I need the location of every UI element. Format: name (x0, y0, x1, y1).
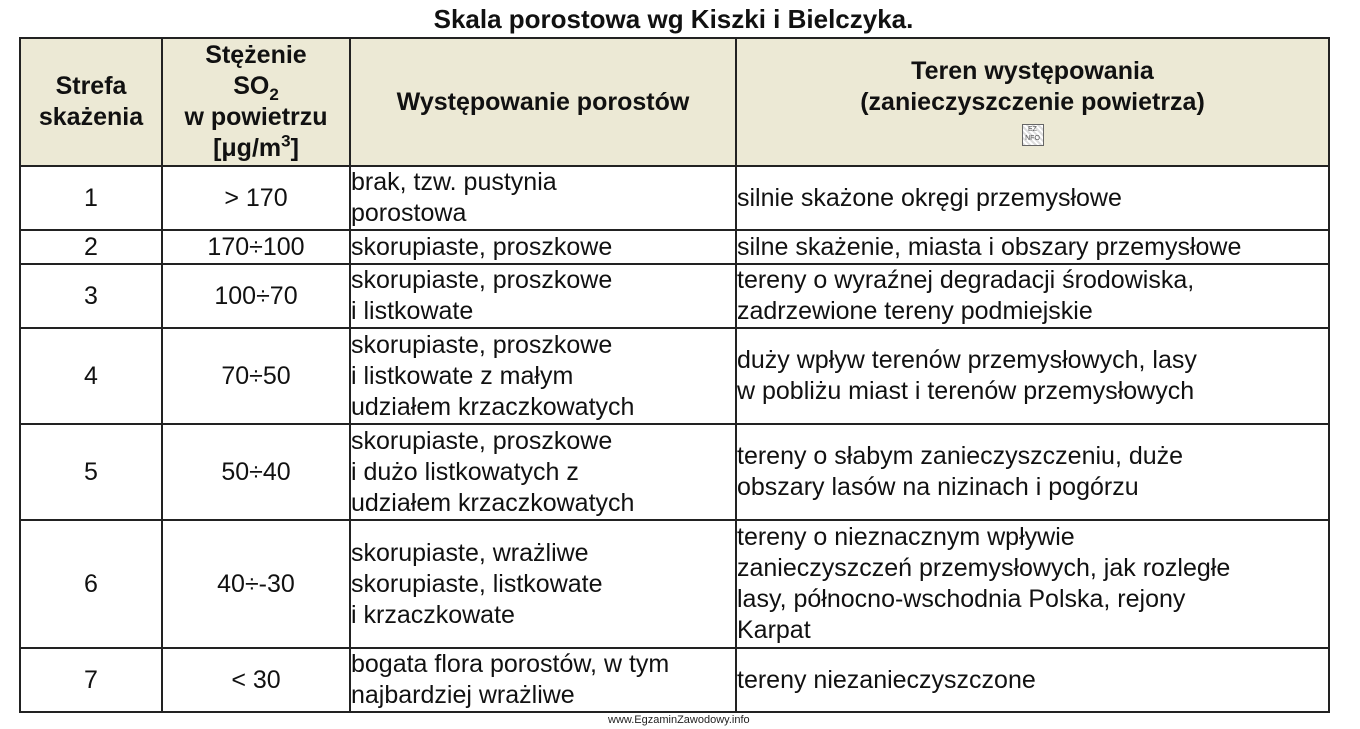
table-row (20, 230, 1329, 264)
unit-text: [μg/m (213, 134, 282, 162)
header-zone-line: Strefa (55, 72, 127, 100)
so2-formula: SO (233, 72, 270, 100)
lichens-cell (350, 230, 736, 264)
terrain-line: tereny o nieznacznym wpływie (737, 523, 1075, 551)
header-zone-line: skażenia (38, 103, 144, 131)
terrain-line: zadrzewione tereny podmiejskie (737, 297, 1093, 325)
zone-cell: 5 (20, 424, 162, 520)
lichens-line: udziałem krzaczkowatych (351, 488, 635, 517)
terrain-cell (736, 264, 1329, 328)
terrain-cell (736, 230, 1329, 264)
lichens-line: i listkowate (351, 297, 474, 325)
unit-bracket: ] (290, 134, 299, 162)
zone-cell: 7 (20, 648, 162, 712)
terrain-line: obszary lasów na nizinach i pogórzu (737, 473, 1139, 501)
lichens-line: najbardziej wrażliwe (351, 681, 575, 709)
so2-cell: < 30 (162, 648, 350, 712)
lichens-line: i dużo listkowatych z (351, 457, 579, 486)
header-so2-line: Stężenie (205, 41, 307, 69)
so2-subscript: 2 (269, 85, 279, 104)
so2-cell: 40÷-30 (162, 520, 350, 648)
terrain-line: Karpat (737, 616, 811, 644)
terrain-line: lasy, północno-wschodnia Polska, rejony (737, 585, 1186, 613)
table-row (20, 648, 1329, 712)
terrain-line: duży wpływ terenów przemysłowych, lasy (737, 346, 1197, 374)
lichens-cell (350, 166, 736, 230)
terrain-cell (736, 424, 1329, 520)
so2-cell: 50÷40 (162, 424, 350, 520)
header-terrain (736, 38, 1329, 166)
header-lichens: Występowanie porostów (350, 38, 736, 166)
table-row (20, 520, 1329, 648)
so2-cell: 100÷70 (162, 264, 350, 328)
table-row (20, 166, 1329, 230)
lichens-cell (350, 264, 736, 328)
terrain-line: zanieczyszczeń przemysłowych, jak rozległe (737, 554, 1231, 582)
lichens-line: skorupiaste, proszkowe (351, 426, 613, 455)
table-row (20, 264, 1329, 328)
so2-cell: > 170 (162, 166, 350, 230)
header-terrain-line: Teren występowania (911, 56, 1154, 85)
header-zone (20, 38, 162, 166)
terrain-cell (736, 520, 1329, 648)
lichens-line: skorupiaste, wrażliwe (351, 538, 589, 567)
so2-cell: 70÷50 (162, 328, 350, 424)
header-so2-line (163, 71, 349, 102)
lichens-cell (350, 520, 736, 648)
lichens-cell (350, 648, 736, 712)
zone-cell: 3 (20, 264, 162, 328)
terrain-line: tereny o słabym zanieczyszczeniu, duże (737, 442, 1184, 470)
header-terrain-line: (zanieczyszczenie powietrza) (860, 87, 1205, 116)
terrain-line: tereny niezanieczyszczone (737, 665, 1036, 694)
lichen-scale-table (19, 37, 1330, 713)
terrain-line: silnie skażone okręgi przemysłowe (737, 183, 1122, 212)
lichens-line: i listkowate z małym (351, 361, 574, 390)
lichens-line: udziałem krzaczkowatych (351, 392, 635, 421)
table-row (20, 328, 1329, 424)
footer-watermark-link[interactable]: www.EgzaminZawodowy.info (608, 714, 750, 726)
lichens-line: bogata flora porostów, w tym (351, 650, 670, 678)
zone-cell: 6 (20, 520, 162, 648)
terrain-cell (736, 648, 1329, 712)
terrain-line: silne skażenie, miasta i obszary przemysłowe (737, 232, 1242, 261)
lichens-line: skorupiaste, proszkowe (351, 232, 613, 261)
terrain-cell (736, 166, 1329, 230)
lichens-cell (350, 424, 736, 520)
zone-cell: 1 (20, 166, 162, 230)
terrain-line: w pobliżu miast i terenów przemysłowych (737, 377, 1195, 405)
lichens-line: porostowa (351, 199, 467, 227)
header-so2 (162, 38, 350, 166)
lichens-line: skorupiaste, proszkowe (351, 330, 613, 359)
zone-cell: 2 (20, 230, 162, 264)
lichens-line: skorupiaste, proszkowe (351, 266, 613, 294)
unit-superscript: 3 (281, 131, 291, 151)
lichens-cell (350, 328, 736, 424)
page-title: Skala porostowa wg Kiszki i Bielczyka. (433, 4, 914, 34)
lichens-line: brak, tzw. pustynia (351, 168, 557, 196)
terrain-line: tereny o wyraźnej degradacji środowiska, (737, 266, 1195, 294)
header-row (20, 38, 1329, 166)
header-so2-line (163, 133, 349, 164)
so2-cell: 170÷100 (162, 230, 350, 264)
table-row (20, 424, 1329, 520)
zone-cell: 4 (20, 328, 162, 424)
lichens-line: i krzaczkowate (351, 600, 515, 629)
watermark-stamp-icon: EZ NFO (1022, 124, 1044, 146)
header-so2-line: w powietrzu (184, 103, 328, 131)
lichens-line: skorupiaste, listkowate (351, 569, 603, 598)
terrain-cell (736, 328, 1329, 424)
